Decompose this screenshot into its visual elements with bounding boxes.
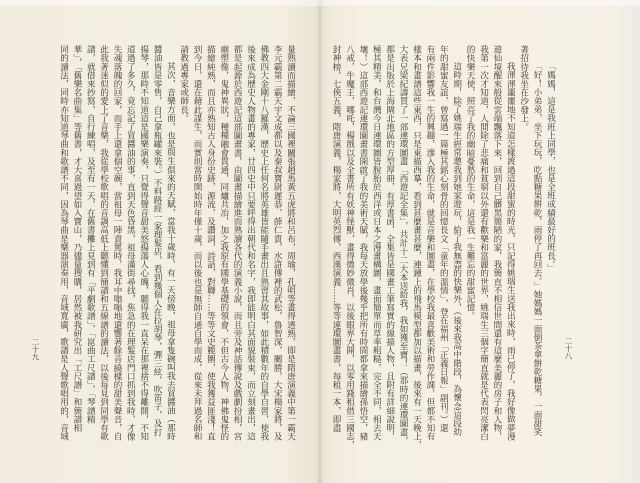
page-number: 二十八 [564, 337, 573, 360]
text-column: 八戒，牛魔王，哪吒，楊戩以及全書所有妖神怪獸，畫得微妙微肖，以後眼界大開，以零用錢租借三國志， [344, 45, 355, 450]
text-column: 到今日，還在藉此謀生，而實則當時開始時年僅十歲，而以後也是無師自通自學而成，從來未拜過名師和 [192, 45, 203, 441]
text-column: 都是出版於上海閘北地區的方型厚冊，有厚書函，全集皆是國畫工筆寫實的線描人物，且附有詳細說明， [384, 45, 395, 441]
text-column: 著招待我坐在沙發上。 [518, 45, 529, 131]
text-column: 李元霸第二霸天宇文成都以及秦叔寶尉遲恭，薛仁貴，水滸傳裡的武松，魯智深，關勝，大宋楊家將，及 [272, 45, 283, 441]
gutter-fold [318, 0, 322, 483]
text-column: 封神榜，七俠五義，隋唐演義，楊家將，大明英烈傳，西漢演義……等等連環圖畫書，每租一本，即盡 [331, 45, 342, 432]
text-column: 失魂落魄的回家，而手上還拿個空碗，當祖母一陣責罵時，我耳中嗡嗡地還響著餘音繞樑的甜美聲音，自 [112, 45, 122, 441]
text-column: 請教過專家或師長。 [178, 45, 189, 123]
dialogue-column: 「媽媽，這是我班上同學，也是全班成績最好的班長。」 [545, 62, 556, 273]
text-column: 譜，就借來抄寫，自行練唱，及至有一天，在舊書攤上見到有「平劇歌譜」，「崑曲工尺譜」，「琴譜精 [85, 45, 96, 424]
text-column: 有兩件影響我一生的興趣，滲入我的生命，就是音樂和圖畫，在學校我最喜歡美術和勞作課，但都不知有 [424, 45, 435, 441]
scan-top-edge [0, 0, 640, 6]
text-column: 描繪純熟，而且亦熟知古人身份史跡，源流，及讚詞，詩話，對聯……等等文史範圍，使我獲益匪淺！直 [205, 45, 216, 441]
text-column: 的快樂天使，照亮了我的幽暗憂愁的生命，這是我一生難忘的甜蜜記憶。 [465, 45, 476, 321]
text-column: 道過了多久，竟忘記了買醬油的事，直到天色昏黑，祖母滿街尋找，焦急的在理髮店門口抓到我時，才像 [125, 45, 136, 441]
text-column-paragraph-start: 這時期，除了姚瑞生經常邀我到她家遊玩，給了我無盡的快樂外，（後來我高中階段，為懷念這段幼 [451, 62, 462, 437]
text-column: 年的甜蜜友誼，曾寫過一篇極其銘心刻骨的回憶長文「童年的溫情」，登在福州「正義日報」副刊。）還 [438, 45, 449, 432]
text-column: 壤！）這部西遊記連環圖畫書開啟了我的美術天賦，我每天放學後幾乎把所有時間都拿來描繪孫悟空，豬 [357, 45, 368, 441]
text-column: 揚琴，那時不知道這是國樂演奏，只覺得聲音甜美悠揚蕩人心魄，聽得我一直呆在那裡捨不得離開，不知 [138, 45, 149, 441]
text-column-paragraph-start: 其次，音樂方面，也是與生俱來的天賦，當我十歲時，有一天傍晚，祖母拿隻碗叫我去買醬油（那時 [165, 62, 176, 441]
text-column-paragraph-start: 我渾渾噩噩地不知道怎樣渡過這段甜蜜的時光，只記得姚瑞生送我出來時，雨已停了，我好像做夢漫 [505, 62, 516, 441]
text-column: 同的讀法，同時亦知道琴曲和歌譜不同，因為琴曲是樂器演奏用，音域寬廣，歌譜是人聲歌唱用的，音域 [58, 45, 69, 441]
text-column: 樣本和畫譜這些東西，只是東描西摹，看到甚麼畫甚麼，連鐘上的飛馬模型都加以描畫，後來有一天晚上， [411, 45, 422, 450]
text-column: 都是起源於西遊記這部圖畫書，由圖畫描繪進而熟讀各代的演義小說，而且旁及神話傳說及戲劇扮相，宮 [232, 45, 243, 441]
text-column: 此我著迷似的愛上了音樂，我從學校歌唱的音調高低上聽懂到簡譜和五線譜的讀法，以後每見到同學有歌 [98, 45, 109, 441]
text-column: 量熟讀而描繪，不論三國裡關張趙馬黃五虎將和呂布，周瑜，孔明等畫得透熟，即是隋唐演義中第一霸天 [285, 45, 296, 441]
text-column: 極其精美，和台灣今日連環圖皆脫胎於西洋或日本之漫畫構圖，畫面簡單而草率粗糙，完全不同，相去天 [371, 45, 382, 441]
text-column: 廟塑像，鬼神異狀，種種融會貫通，同爐共冶，加之我原有國學基礎的領會，不但古今人物，神佛鬼怪的 [218, 45, 229, 441]
dialogue-column: 「好！小弟弟，坐下玩玩，吃點糖果餅乾，雨停了再回去。」她媽媽一面倒茶拿餅乾糖果，一面甜笑 [532, 62, 543, 437]
right-page [320, 0, 640, 483]
text-column: 我第一次才知道，人間除了悲痛和貧窮以外還有歡樂和富麗的世界，姚瑞生三個字簡直就是代表閃亮潔白 [478, 45, 489, 441]
page-number: 二十九 [31, 338, 40, 361]
text-column: 後來成為歷史人物畫的專家，廿四史中只要呼得出朝代和名字，我即能明白其面貌裝束，而立刻畫出，這 [245, 45, 256, 441]
text-column: 大表兄梁紀濤買了一部連環圖畫「西遊記全集」，共計十二大本送給我，我如獲至寶！（那時的連環圖畫， [398, 45, 409, 445]
text-column: 遊仙境醒來般從雲端飄落下來，回到自己髒黑簡陋的家，我簡直不相信世間還有這麼美麗的房子和人物， [491, 45, 502, 441]
text-column: 佛教四大金剛十八羅漢，歷史上任何名將英雄皆能隨手畫出且熟習其故事，如此積數年的自學自習，使我 [258, 45, 269, 441]
text-column: 醬油皆是零售，自己拿瓶罐來裝。）不料路經一家理髮店，看到幾個人在拉胡琴，彈三絃，吹笛子，及打 [152, 45, 162, 437]
text-column: 華」，「舊樂名曲集」等舊書，才大喜過望如入寶山，乃儘量搜購，居然被我研究出「工尺譜」和簡譜相 [71, 45, 82, 432]
